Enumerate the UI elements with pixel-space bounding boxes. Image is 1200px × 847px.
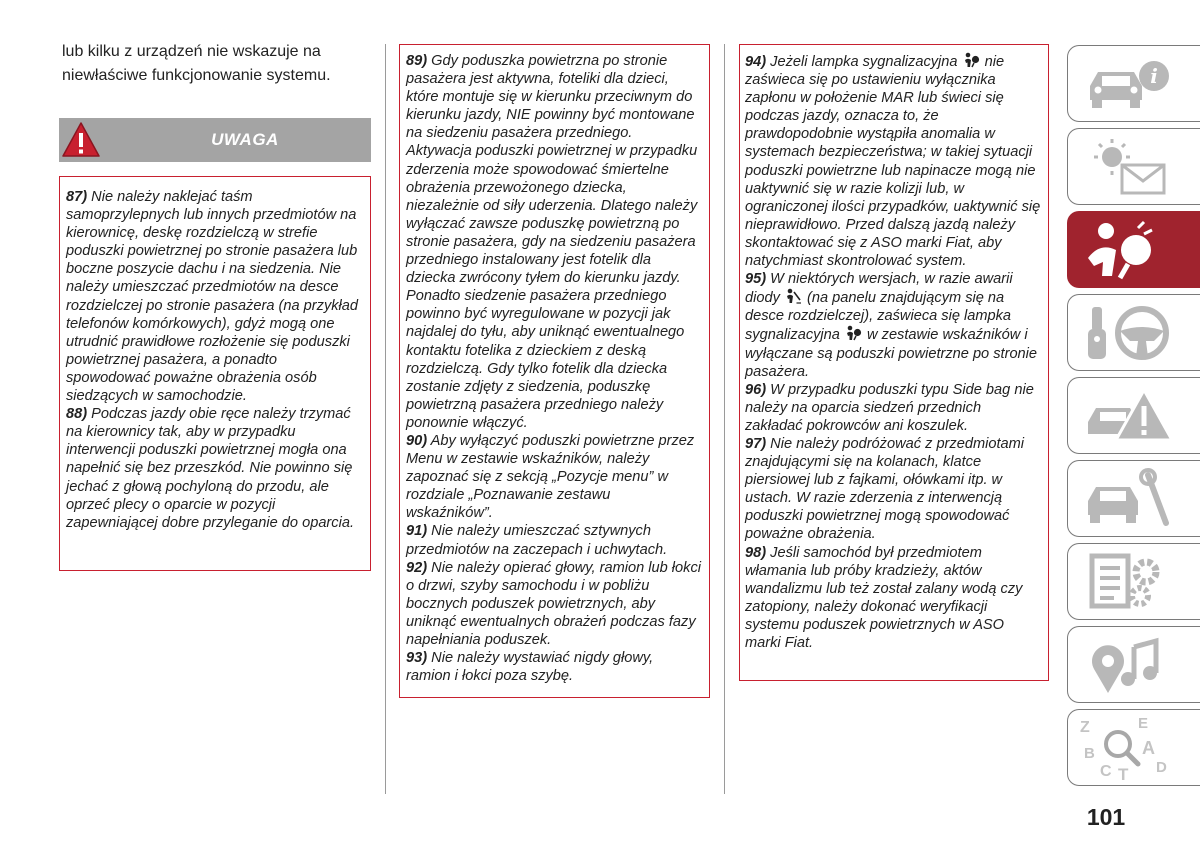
- airbag-warning-light-icon: [845, 325, 862, 341]
- car-info-icon: [1078, 52, 1178, 116]
- note-text: Nie należy umieszczać sztywnych przedmiotów na zaczepach i uchwytach.: [406, 523, 668, 558]
- index-letter: B: [1084, 745, 1095, 762]
- index-letter: C: [1100, 763, 1112, 780]
- tab-starting-driving[interactable]: [1067, 294, 1200, 371]
- car-maintenance-icon: [1078, 467, 1178, 531]
- note-93: [406, 649, 701, 685]
- warning-title: UWAGA: [211, 130, 279, 149]
- tab-index[interactable]: [1067, 709, 1200, 786]
- index-alphabet-icon: [1078, 716, 1178, 780]
- tab-warning-lights[interactable]: [1067, 128, 1200, 205]
- note-number: 98): [745, 544, 767, 561]
- note-number: 90): [406, 432, 428, 449]
- column-separator: [385, 44, 386, 794]
- airbag-warning-light-icon: [963, 52, 980, 68]
- note-text: Aby wyłączyć poduszki powietrzne przez Menu w zestawie wskaźników, należy zapoznać się z sekcją „Pozycje menu” w rozdziale „Poznawanie zestawu wskaźników”.: [406, 432, 695, 522]
- note-text: Nie należy podróżować z przedmiotami znajdującymi się na kolanach, klatce piersiowej lub z fajkami, ołówkami itp. w ustach. W razie zderzenia z interwencją poduszki powietrznej mogą spowodować poważne obrażenia.: [745, 435, 1025, 543]
- index-letter: D: [1156, 759, 1167, 776]
- note-number: 87): [66, 189, 88, 205]
- tab-emergency[interactable]: [1067, 377, 1200, 454]
- note-text: w zestawie wskaźników i wyłączane są poduszki powietrzne po stronie pasażera.: [745, 327, 1038, 380]
- tab-safety[interactable]: [1067, 211, 1200, 288]
- technical-data-icon: [1078, 550, 1178, 614]
- emergency-triangle-icon: [1078, 384, 1178, 448]
- note-95: [745, 270, 1042, 381]
- note-text: Nie należy naklejać taśm samoprzylepnych lub innych przedmiotów na kierownicę, deskę rozdzielczą w strefie poduszki powietrznej po stronie pasażera lub boczne poszycie dachu i na siedzenia. Nie należy umieszczać przedmiotów na desce rozdzielczej po stronie pasażera (na przykład telefonów komórkowych), gdyż mogą one utrudnić prawidłowe rozłożenie się poduszki powietrznej pasażera, a ponadto spowodować poważne obrażenia osób siedzących w samochodzie.: [66, 189, 359, 405]
- warning-notes-box-2: [399, 44, 710, 698]
- note-text: Podczas jazdy obie ręce należy trzymać na kierownicy tak, aby w przypadku interwencji poduszki powietrznej mogła ona napełnić się bez przeszkód. Nie powinno się jechać z głową pochyloną do przodu, ale oprzeć plecy o oparcie w pozycji zapewniającej dobre przyleganie do oparcia.: [66, 406, 355, 531]
- warning-banner: [59, 118, 371, 162]
- note-text: Gdy poduszka powietrzna po stronie pasażera jest aktywna, foteliki dla dzieci, które montuje się w kierunku przeciwnym do kierunku jazdy, NIE powinny być montowane na siedzeniu pasażera przedniego. Aktywacja poduszki powietrznej w przypadku zderzenia może spowodować śmiertelne obrażenia przewożonego dziecka, niezależnie od siły uderzenia. Dlatego należy wyłączać zawsze poduszkę powietrzną po stronie pasażera, gdy na siedzeniu pasażera przedniego instalowany jest fotelik dla dziecka zwrócony tyłem do kierunku jazdy. Ponadto siedzenie pasażera przedniego powinno być wyregulowane w pozycji jak najdalej do tyłu, aby uniknąć ewentualnego kontaktu fotelika z dzieckiem z deską rozdzielczą. Gdy tylko fotelik dla dziecka zostanie zdjęty z siedzenia, poduszkę powietrzną pasażera przedniego należy ponownie włączyć.: [406, 53, 698, 431]
- note-text: Jeśli samochód był przedmiotem włamania lub próby kradzieży, aktów wandalizmu lub też został zalany wodą czy zatopiony, należy dokonać weryfikacji systemu poduszek powietrznych w ASO marki Fiat.: [745, 544, 1023, 651]
- note-text: Nie należy opierać głowy, ramion lub łokci o drzwi, szyby samochodu i w pobliżu bocznych poduszek powietrznych, aby uniknąć ewentualnych obrażeń podczas fazy napełniania poduszek.: [406, 559, 701, 648]
- index-letter: E: [1138, 716, 1149, 732]
- tab-technical-data[interactable]: [1067, 543, 1200, 620]
- tab-maintenance[interactable]: [1067, 460, 1200, 537]
- warning-triangle-icon: [61, 120, 101, 160]
- tab-car-info[interactable]: [1067, 45, 1200, 122]
- note-text: W przypadku poduszki typu Side bag nie należy na oparcia siedzeń przednich zakładać pokrowców ani koszulek.: [745, 381, 1034, 434]
- column-separator: [724, 44, 725, 794]
- note-87: [66, 188, 362, 405]
- note-number: 92): [406, 559, 428, 576]
- note-text: (na panelu znajdującym się na desce rozdzielczej), zaświeca się lampka sygnalizacyjna: [745, 290, 1012, 344]
- warning-notes-box-3: [739, 44, 1049, 681]
- intro-paragraph: lub kilku z urządzeń nie wskazuje na niewłaściwe funkcjonowanie systemu.: [62, 43, 331, 84]
- note-number: 93): [406, 650, 428, 667]
- passenger-airbag-off-icon: [785, 288, 802, 304]
- note-98: [745, 544, 1042, 653]
- note-number: 91): [406, 523, 428, 540]
- airbag-seatbelt-icon: [1078, 218, 1178, 282]
- note-94: [745, 52, 1042, 270]
- note-91: [406, 522, 701, 558]
- note-number: 97): [745, 435, 767, 452]
- note-text: Nie należy wystawiać nigdy głowy, ramion i łokci poza szybę.: [406, 650, 654, 685]
- svg-text:i: i: [1150, 64, 1158, 88]
- index-letter: T: [1118, 765, 1129, 780]
- index-letter: A: [1142, 738, 1155, 758]
- key-steering-wheel-icon: [1078, 301, 1178, 365]
- note-90: [406, 432, 701, 522]
- tab-multimedia[interactable]: [1067, 626, 1200, 703]
- note-text: Jeżeli lampka sygnalizacyjna: [770, 54, 958, 70]
- note-text: nie zaświeca się po ustawieniu wyłącznika zapłonu w położenie MAR lub świeci się podczas jazdy, oznacza to, że prawdopodobnie wystąpiła anomalia w systemach bezpieczeństwa; w takiej sytuacji poduszki powietrzne lub napinacze mogą nie uaktywnić się w razie kolizji lub, w ograniczonej ilości przypadków, uaktywnić się nieprawidłowo. Przed dalszą jazdą należy skontaktować się z ASO marki Fiat, aby natychmiast skontrolować system.: [745, 54, 1041, 270]
- note-number: 88): [66, 406, 88, 423]
- warning-notes-box-1: [59, 176, 371, 571]
- note-88: [66, 405, 362, 532]
- note-number: 94): [745, 54, 767, 70]
- warning-light-message-icon: [1078, 135, 1178, 199]
- note-number: 96): [745, 381, 767, 398]
- note-92: [406, 559, 701, 649]
- note-89: [406, 52, 701, 432]
- note-number: 89): [406, 53, 428, 69]
- note-number: 95): [745, 271, 767, 288]
- note-97: [745, 435, 1042, 544]
- multimedia-icon: [1078, 633, 1178, 697]
- note-text: W niektórych wersjach, w razie awarii diody: [745, 271, 1013, 307]
- index-letter: Z: [1080, 719, 1090, 736]
- note-96: [745, 381, 1042, 435]
- page-number: 101: [1086, 804, 1126, 830]
